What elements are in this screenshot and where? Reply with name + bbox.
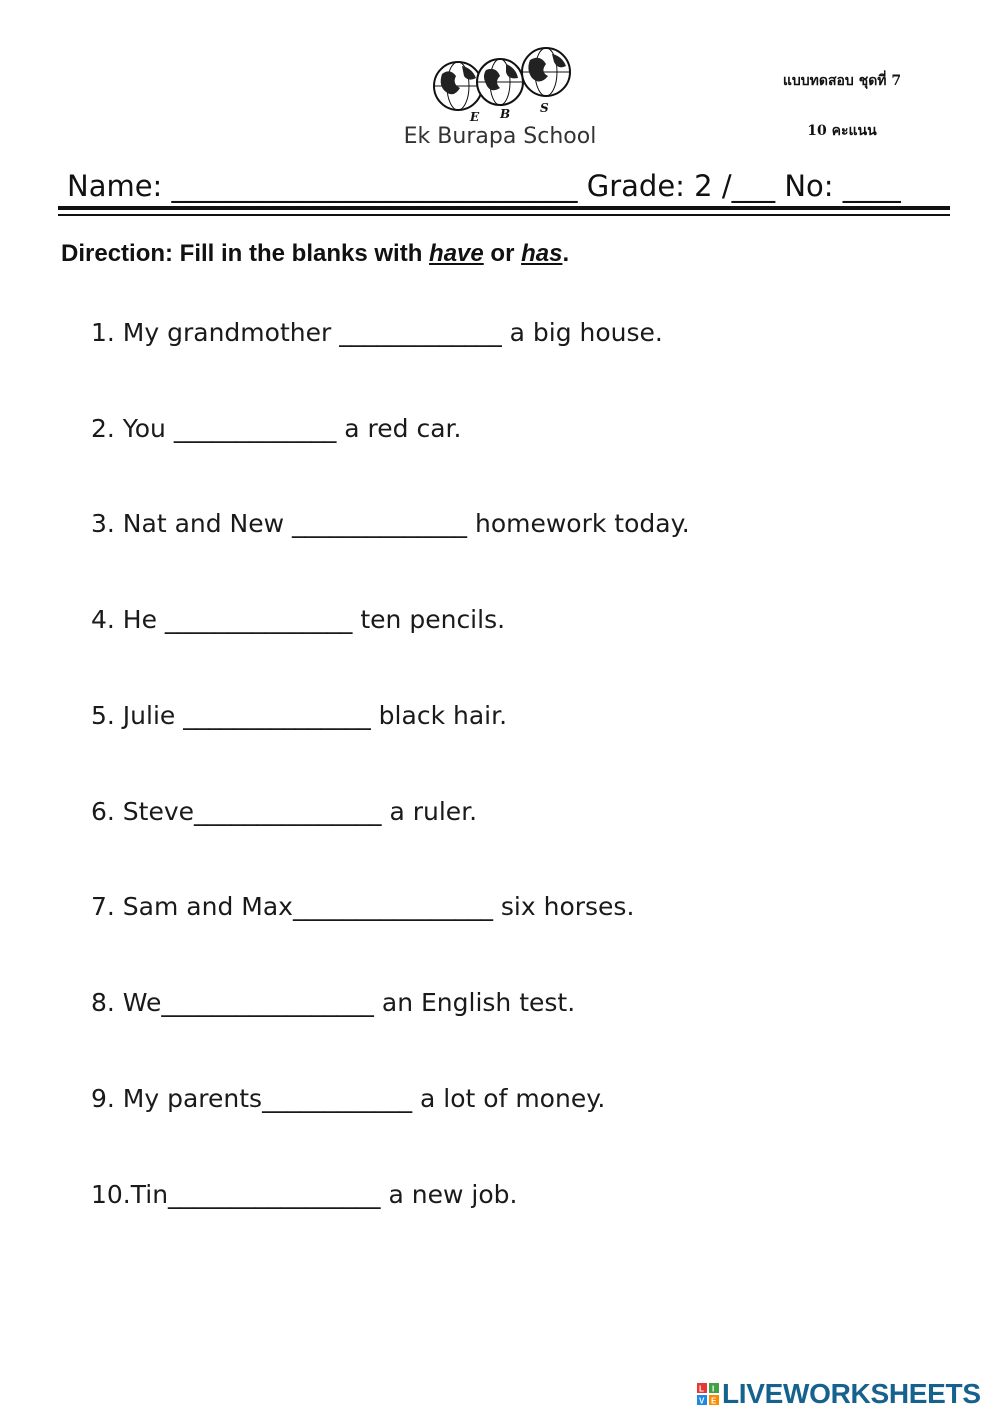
test-set-label: แบบทดสอบ ชุดที่ 7 <box>782 73 902 89</box>
direction-middle: or <box>483 240 522 267</box>
svg-text:L: L <box>699 1384 704 1394</box>
svg-text:E: E <box>711 1396 717 1405</box>
question-6: 6. Steve_______________ a ruler. <box>91 797 478 826</box>
student-info-line: Name: ____________________________ Grade: 2 /___ No: ____ <box>67 169 901 203</box>
question-5: 5. Julie _______________ black hair. <box>91 701 508 730</box>
logo-letter-b: B <box>500 107 511 121</box>
header-divider-thin <box>58 214 950 216</box>
direction-text <box>61 240 569 268</box>
globe-icon <box>477 59 523 105</box>
direction-keyword-have: have <box>429 240 484 267</box>
svg-text:V: V <box>699 1396 705 1405</box>
liveworksheets-logo-icon <box>697 1383 719 1405</box>
question-7: 7. Sam and Max________________ six horses. <box>91 892 635 921</box>
question-3: 3. Nat and New ______________ homework today. <box>91 509 690 538</box>
question-2: 2. You _____________ a red car. <box>91 414 462 443</box>
liveworksheets-wordmark: LIVEWORKSHEETS <box>722 1378 981 1409</box>
header-divider <box>58 206 950 210</box>
question-1: 1. My grandmother _____________ a big house. <box>91 318 663 347</box>
direction-prefix: Direction: Fill in the blanks with <box>61 240 430 267</box>
direction-keyword-has: has <box>521 240 563 267</box>
question-8: 8. We_________________ an English test. <box>91 988 576 1017</box>
svg-text:I: I <box>712 1384 715 1394</box>
question-10: 10.Tin_________________ a new job. <box>91 1180 518 1209</box>
direction-suffix: . <box>562 240 570 267</box>
globe-icon <box>522 48 570 96</box>
logo-letter-s: S <box>540 101 549 115</box>
school-name: Ek Burapa School <box>403 124 597 149</box>
school-logo <box>430 42 580 124</box>
question-4: 4. He _______________ ten pencils. <box>91 605 506 634</box>
question-9: 9. My parents____________ a lot of money. <box>91 1084 606 1113</box>
logo-letter-e: E <box>470 110 480 124</box>
liveworksheets-watermark <box>697 1377 981 1411</box>
score-label: 10 คะแนน <box>807 123 877 139</box>
globe-icon <box>434 62 482 110</box>
